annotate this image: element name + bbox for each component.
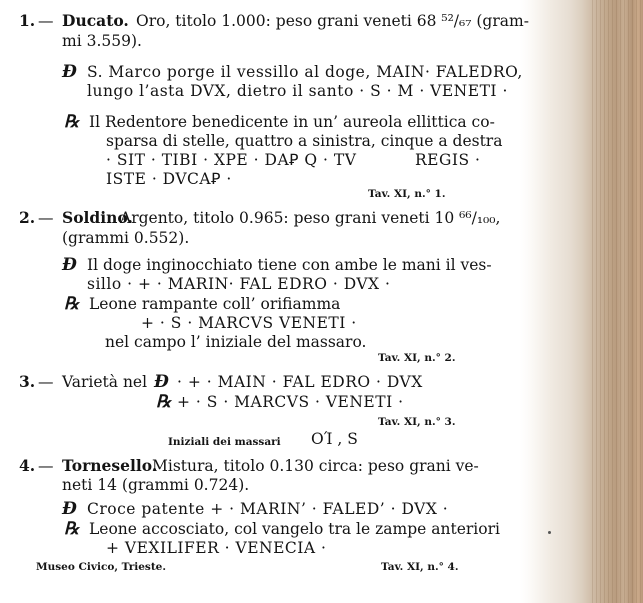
entry-dash: — — [38, 457, 54, 475]
obverse-symbol: Ɖ — [62, 62, 77, 82]
reverse-symbol: ℞ — [64, 294, 80, 314]
plate-reference: Tav. XI, n.° 3. — [378, 416, 456, 428]
plate-reference: Tav. XI, n.° 4. — [381, 561, 459, 573]
obverse-text-cont: lungo l’asta DVX, dietro il santo · S · M · VENETI · — [87, 82, 508, 100]
plate-reference: Tav. XI, n.° 2. — [378, 352, 456, 364]
entry-dash: — — [38, 209, 54, 227]
reverse-legend: · SIT · TIBI · XPE · DAꝐ Q · TV — [106, 151, 357, 169]
reverse-text: Leone accosciato, col vangelo tra le zampe anteriori — [89, 520, 500, 538]
obverse-text: Il doge inginocchiato tiene con ambe le mani il ves- — [87, 256, 492, 274]
obverse-text: Croce patente + · MARIN’ · FALED’ · DVX · — [87, 500, 449, 518]
coin-description: Mistura, titolo 0.130 circa: peso grani ve- — [152, 457, 479, 475]
entry-dash: — — [38, 373, 54, 391]
coin-name: Ducato. — [62, 11, 129, 30]
initials-value: ΟΊ , S — [311, 430, 358, 448]
coin-name: Soldino. — [62, 208, 133, 227]
initials-label: Iniziali dei massari — [168, 436, 281, 448]
reverse-legend-cont: ISTE · DVCAꝐ · — [106, 170, 232, 188]
reverse-legend: + · S · MARCVS VENETI · — [141, 314, 357, 332]
reverse-legend: + VEXILIFER · VENECIA · — [106, 539, 327, 557]
entry-dash: — — [38, 12, 54, 30]
entry-number: 1. — [19, 11, 36, 30]
coin-name: Tornesello. — [62, 456, 158, 475]
reverse-symbol: ℞ — [64, 112, 80, 132]
variant-label: Varietà nel — [62, 373, 148, 391]
reverse-text: Il Redentore benedicente in un’ aureola ellittica co- — [89, 113, 495, 131]
reverse-symbol: ℞ — [156, 392, 172, 412]
reverse-symbol: ℞ — [64, 519, 80, 539]
reverse-legend-end: REGIS · — [415, 151, 481, 169]
entry-number: 4. — [19, 456, 36, 475]
coin-description: Argento, titolo 0.965: peso grani veneti 10 ⁶⁶/₁₀₀, — [120, 209, 501, 227]
coin-description-cont: (grammi 0.552). — [62, 229, 190, 247]
entry-number: 2. — [19, 208, 36, 227]
reverse-legend: + · S · MARCVS · VENETI · — [177, 393, 404, 411]
coin-description: Oro, titolo 1.000: peso grani veneti 68 ⁵²/₆₇ (gram- — [136, 12, 529, 30]
obverse-symbol: Ɖ — [154, 372, 169, 392]
page-speck — [548, 531, 551, 534]
obverse-text: S. Marco porge il vessillo al doge, MAIN· FALEDRO, — [87, 63, 523, 81]
obverse-text-cont: sillo · + · MARIN· FAL EDRO · DVX · — [87, 275, 391, 293]
reverse-text-cont: sparsa di stelle, quattro a sinistra, cinque a destra — [106, 132, 503, 150]
reverse-text-cont: nel campo l’ iniziale del massaro. — [105, 333, 367, 351]
plate-reference: Tav. XI, n.° 1. — [368, 188, 446, 200]
entry-number: 3. — [19, 372, 36, 391]
page-stack-edge — [592, 0, 643, 603]
obverse-symbol: Ɖ — [62, 499, 77, 519]
reverse-text: Leone rampante coll’ orifiamma — [89, 295, 341, 313]
museum-credit: Museo Civico, Trieste. — [36, 561, 166, 573]
obverse-symbol: Ɖ — [62, 255, 77, 275]
coin-description-cont: mi 3.559). — [62, 32, 142, 50]
obverse-legend: · + · MAIN · FAL EDRO · DVX — [177, 373, 423, 391]
coin-description-cont: neti 14 (grammi 0.724). — [62, 476, 250, 494]
